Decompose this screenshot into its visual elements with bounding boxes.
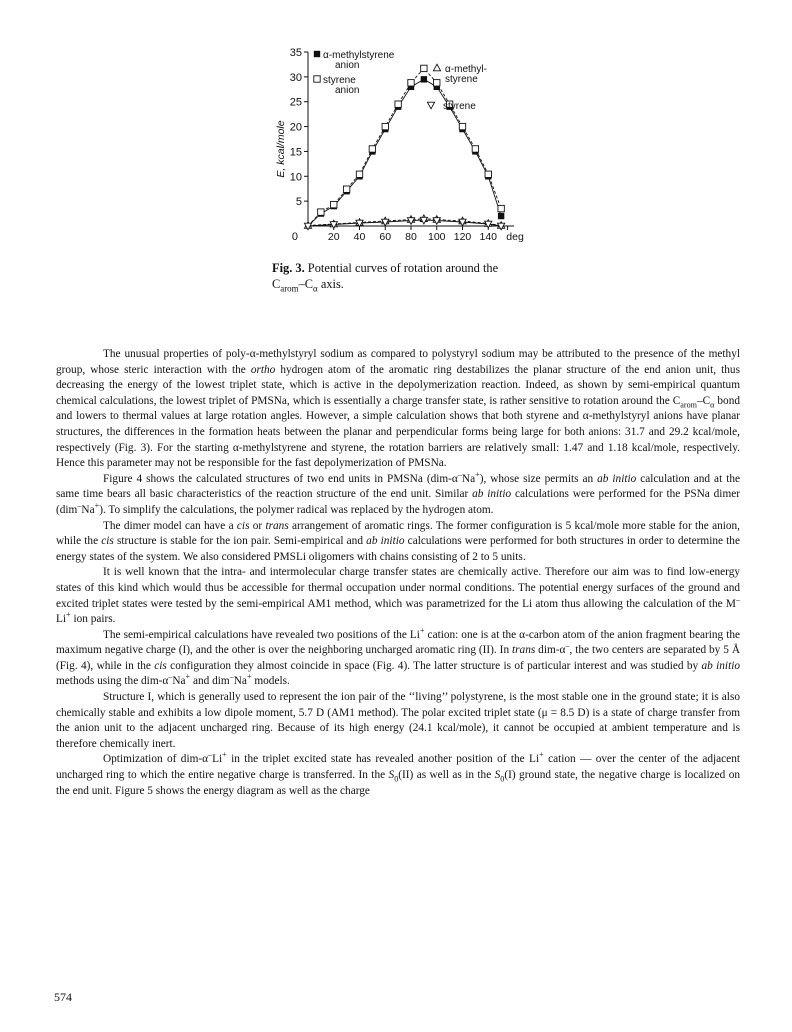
text-run: Na [461, 472, 476, 485]
data-point [382, 123, 388, 129]
x-unit-label: deg [506, 231, 524, 243]
text-run: The unusual properties of poly-α-methylstyryl sodium as compared to polystyryl sodium may be attributed to the presence of the methyl group, whose steric interaction with the [56, 348, 740, 376]
body-text [56, 347, 740, 799]
rotation-potential-chart [270, 44, 530, 256]
text-run: Structure I, which is generally used to represent the ion pair of the ‘‘living’’ polystyrene, is the most stable one in the ground state; it is also chemically stable and exhibits a low dipole moment, 5.7 D (AM1 method). The polar excited triplet state (μ = 8.5 D) is a state of charge transfer from the anion unit to the adjacent uncharged ring. Because of its high energy (24.1 kcal/mole), it cannot be occupied at ambient temperature and is therefore chemically inert. [56, 691, 740, 750]
text-run: methods using the dim-α [56, 675, 169, 688]
text-run: It is well known that the intra- and intermolecular charge transfer states are chemically active. Therefore our aim was to find low-energy states of this kind which would thus be accessible for thermal occupation under normal conditions. The potential energy surfaces of the ground and excited triplet states were tested by the semi-empirical AM1 method, which was parametrized for the Li atom thus allowing the calculation of the M [56, 566, 740, 610]
superscript: – [457, 469, 462, 479]
legend-entry-text: styrene [445, 74, 478, 85]
superscript: + [419, 625, 425, 635]
caption-line-2 [272, 276, 552, 292]
text-run: (I) ground state, the negative charge is localized on the end unit. Figure 5 shows the energy diagram as well as the charge [56, 769, 741, 797]
superscript: – [565, 641, 570, 651]
text-run: (II) as well as in the [398, 769, 495, 782]
x-tick-label: 140 [479, 231, 498, 243]
caption-sub-arom: arom [280, 283, 299, 294]
x-tick-label: 40 [353, 231, 366, 243]
text-run: Li [212, 753, 223, 766]
y-axis-label: E, kcal/mole [275, 120, 287, 178]
text-run: Optimization of dim-α [103, 753, 209, 766]
text-run: in the triplet excited state has revealed another position of the Li [226, 753, 540, 766]
superscript: – [77, 501, 82, 511]
figure-caption [272, 260, 552, 292]
text-run: and dim [190, 675, 230, 688]
italic-run: ab initio [472, 488, 512, 501]
legend-entry-text: styrene [443, 101, 476, 112]
text-run: Na [233, 675, 247, 688]
superscript: – [229, 672, 234, 682]
data-point [427, 102, 434, 109]
paragraph-3 [56, 519, 740, 566]
data-point [356, 171, 362, 177]
italic-run: ab initio [366, 535, 405, 548]
text-run: models. [251, 675, 290, 688]
page-number: 574 [54, 990, 72, 1004]
paragraph-4 [56, 565, 740, 627]
superscript: + [539, 750, 544, 760]
text-run: structure is stable for the ion pair. Semi-empirical and [113, 535, 367, 548]
paragraph-7 [56, 752, 740, 799]
data-point [314, 76, 320, 82]
data-point [408, 80, 414, 86]
data-point [343, 186, 349, 192]
data-point [421, 65, 427, 71]
x-tick-label: 120 [453, 231, 472, 243]
italic-run: ab initio [597, 472, 637, 485]
italic-run: cis [101, 535, 114, 548]
caption-text: Potential curves of rotation around the [304, 261, 499, 275]
italic-run: S [494, 769, 501, 782]
paragraph-6 [56, 690, 740, 752]
italic-run: trans [265, 519, 289, 532]
superscript: + [475, 469, 480, 479]
subscript: 0 [500, 774, 505, 784]
superscript: + [222, 750, 227, 760]
x-tick-label: 100 [427, 231, 446, 243]
superscript: + [185, 672, 191, 682]
data-point [314, 51, 320, 57]
y-tick-label: 10 [289, 171, 302, 184]
data-point [485, 171, 491, 177]
subscript: arom [680, 400, 697, 410]
data-point [421, 76, 427, 82]
y-tick-label: 35 [289, 47, 302, 59]
data-point [434, 80, 440, 86]
data-point [331, 201, 337, 207]
paragraph-1 [56, 347, 740, 472]
italic-run: cis [154, 659, 167, 672]
data-point [498, 213, 504, 219]
x-tick-label: 60 [379, 231, 392, 243]
caption-axis: axis. [317, 277, 344, 291]
text-run: calculations were performed for both structures in order to determine the energy states of the system. We also considered PMSLi oligomers with chains consisting of 2 to 5 units. [56, 535, 740, 563]
legend-entry-text: anion [335, 60, 360, 71]
y-tick-label: 30 [289, 71, 302, 84]
caption-sub-alpha: α [313, 283, 318, 294]
legend-entry-text: styrene [323, 75, 356, 86]
text-run: ion pairs. [70, 613, 116, 626]
text-run: configuration they almost coincide in space (Fig. 4). The latter structure is of particular interest and was studied by [166, 659, 702, 672]
y-tick-label: 0 [291, 231, 298, 243]
data-point [433, 64, 440, 71]
caption-line-1 [272, 260, 552, 276]
figure-3 [270, 44, 530, 256]
italic-run: S [388, 769, 395, 782]
text-run: Figure 4 shows the calculated structures of two end units in PMSNa (dim-α [103, 472, 458, 485]
data-point [459, 123, 465, 129]
caption-c: C [272, 277, 281, 291]
y-tick-label: 20 [289, 121, 302, 134]
data-point [318, 209, 324, 215]
caption-label: Fig. 3. [272, 261, 305, 275]
italic-run: ortho [250, 363, 276, 376]
superscript: + [246, 672, 252, 682]
text-run: calculations were performed for the PSNa dimer (dim [56, 488, 741, 516]
text-run: Na [81, 503, 95, 516]
y-tick-label: 5 [295, 196, 302, 209]
subscript: 0 [394, 774, 399, 784]
superscript: – [735, 594, 740, 604]
text-run: or [249, 519, 266, 532]
text-run: The semi-empirical calculations have revealed two positions of the Li [103, 628, 420, 641]
data-point [369, 146, 375, 152]
text-run: bond and lowers to thermal values at large rotation angles. However, a simple calculation shows that both styrene and α-methylstyryl anions have planar structures, the differences in the formation heats between the planar and perpendicular forms being large for both anions: 31.7 and 29.2 kcal/mole, respectively (Fig. 3). For the starting α-methylstyrene and styrene, the rotation barriers are relatively small: 1.47 and 1.18 kcal/mole, respectively. Hence this parameter may not be responsible for the fast depolymerization of PMSNa. [56, 394, 740, 470]
text-run: –C [696, 394, 711, 407]
paragraph-2 [56, 469, 741, 519]
italic-run: cis [236, 519, 250, 532]
paragraph-5 [56, 625, 740, 690]
text-run: cation — over the center of the adjacent uncharged ring to which the entire negative charge is transferred. In the [56, 753, 740, 782]
y-tick-label: 25 [289, 96, 302, 109]
x-tick-label: 80 [405, 231, 417, 243]
superscript: + [66, 610, 71, 620]
italic-run: trans [512, 644, 536, 657]
text-run: arrangement of aromatic rings. The former configuration is 5 kcal/mole more stable for the anion, while the [56, 519, 741, 548]
text-run: Na [172, 675, 186, 688]
superscript: + [94, 501, 100, 511]
text-run: The dimer model can have a [103, 519, 237, 532]
text-run: Li [56, 613, 67, 626]
text-run: hydrogen atom of the aromatic ring destabilizes the planar structure of the end anion unit, thus decreasing the energy of the lowest triplet state, which is active in the depolymerization reaction. Indeed, as shown by semi-empirical quantum chemical calculations, the lowest triplet of PMSNa, which is essentially a charge transfer state, is rather sensitive to rotation around the C [56, 363, 740, 407]
legend-entry-text: α-methyl- [445, 64, 487, 75]
superscript: – [208, 750, 213, 760]
legend-entry-text: α-methylstyrene [323, 50, 395, 61]
data-point [472, 146, 478, 152]
text-run: , the two centers are separated by 5 Å (Fig. 4), while in the [56, 644, 740, 672]
data-point [395, 101, 401, 107]
text-run: ). To simplify the calculations, the polymer radical was replaced by the hydrogen atom. [99, 503, 494, 516]
italic-run: ab initio [701, 659, 740, 672]
caption-c2: –C [298, 277, 314, 291]
subscript: α [710, 400, 715, 410]
superscript: – [168, 672, 173, 682]
legend-entry-text: anion [335, 85, 360, 96]
x-tick-label: 20 [327, 231, 340, 243]
y-tick-label: 15 [289, 146, 302, 159]
text-run: ), whose size permits an [479, 472, 598, 485]
data-point [498, 205, 504, 211]
text-run: dim-α [535, 644, 566, 657]
text-run: cation: one is at the α-carbon atom of the anion fragment bearing the maximum negative charge (I), and the other is over the neighboring uncharged aromatic ring (II). In [56, 628, 740, 657]
text-run: calculation and at the same time bears all basic characteristics of the reaction structure of the end unit. Similar [56, 472, 740, 501]
